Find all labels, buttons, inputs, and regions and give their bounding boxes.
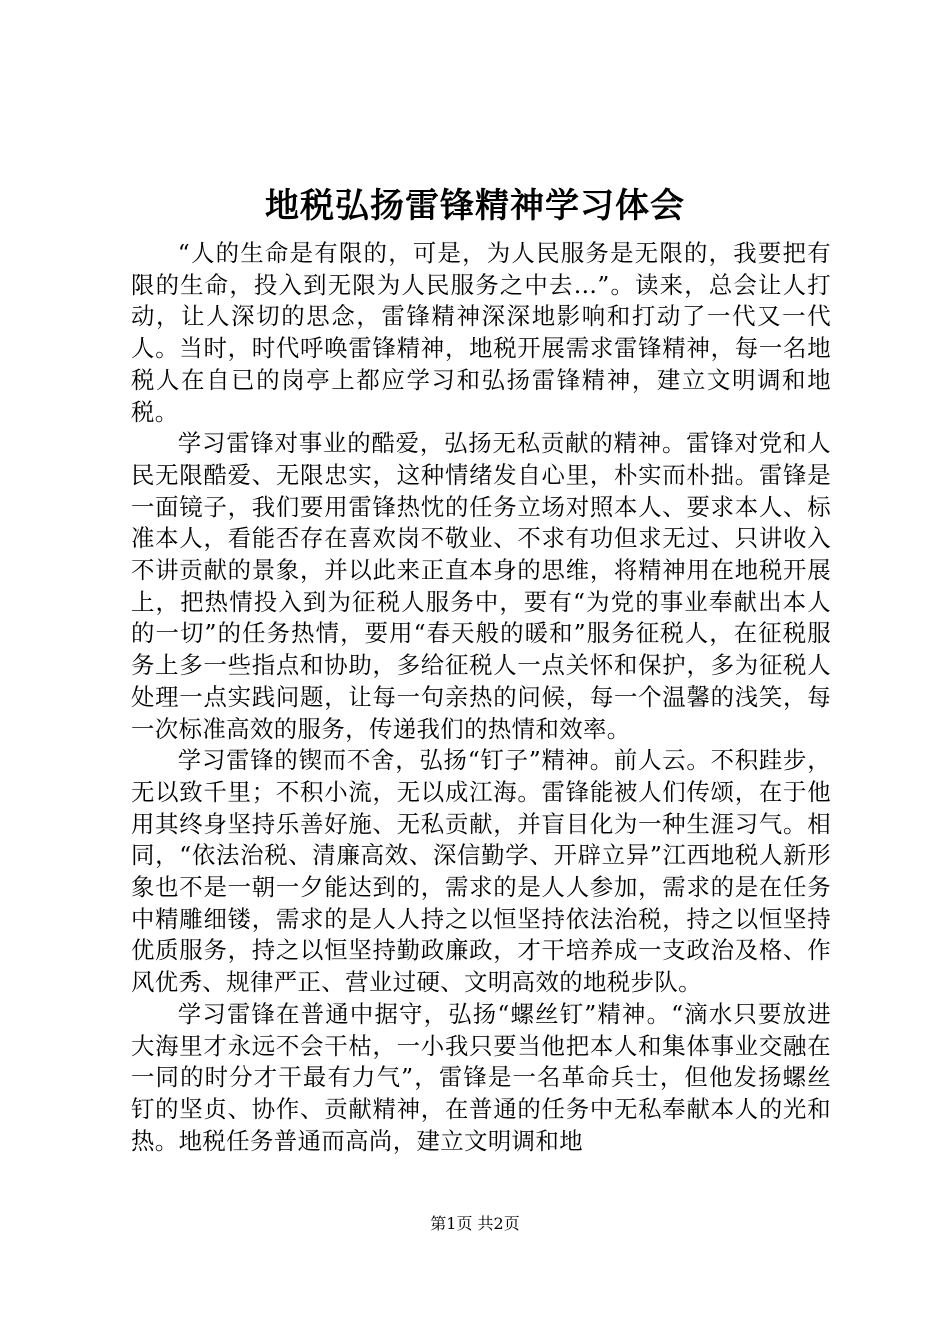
page-footer: 第1页 共2页 [430,1214,520,1233]
document-body [131,238,831,1157]
document-title: 地税弘扬雷锋精神学习体会 [265,186,685,226]
paragraph-4: 学习雷锋在普通中据守，弘扬“螺丝钉”精神。“滴水只要放进大海里才永远不会干枯，一小我只要当他把本人和集体事业交融在一同的时分才干最有力气”，雷锋是一名革命兵士，但他发扬螺丝钉的坚贞、协作、贡献精神，在普通的任务中无私奉献本人的光和热。地税任务普通而高尚，建立文明调和地 [131,999,831,1155]
paragraph-3: 学习雷锋的锲而不舍，弘扬“钉子”精神。前人云。不积跬步，无以致千里；不积小流，无以成江海。雷锋能被人们传颂，在于他用其终身坚持乐善好施、无私贡献，并盲目化为一种生涯习气。相同，“依法治税、清廉高效、深信勤学、开辟立异”江西地税人新形象也不是一朝一夕能达到的，需求的是人人参加，需求的是在任务中精雕细镂，需求的是人人持之以恒坚持依法治税，持之以恒坚持优质服务，持之以恒坚持勤政廉政，才干培养成一支政治及格、作风优秀、规律严正、营业过硬、文明高效的地税步队。 [131,746,831,997]
paragraph-2: 学习雷锋对事业的酷爱，弘扬无私贡献的精神。雷锋对党和人民无限酷爱、无限忠实，这种情绪发自心里，朴实而朴拙。雷锋是一面镜子，我们要用雷锋热忱的任务立场对照本人、要求本人、标准本人，看能否存在喜欢岗不敬业、不求有功但求无过、只讲收入不讲贡献的景象，并以此来正直本身的思维，将精神用在地税开展上，把热情投入到为征税人服务中，要有“为党的事业奉献出本人的一切”的任务热情，要用“春天般的暖和”服务征税人，在征税服务上多一些指点和协助，多给征税人一点关怀和保护，多为征税人处理一点实践问题，让每一句亲热的问候，每一个温馨的浅笑，每一次标准高效的服务，传递我们的热情和效率。 [131,429,831,743]
paragraph-1: “人的生命是有限的，可是，为人民服务是无限的，我要把有限的生命，投入到无限为人民服务之中去…”。读来，总会让人打动，让人深切的思念，雷锋精神深深地影响和打动了一代又一代人。当时，时代呼唤雷锋精神，地税开展需求雷锋精神，每一名地税人在自已的岗亭上都应学习和弘扬雷锋精神，建立文明调和地税。 [131,239,831,426]
